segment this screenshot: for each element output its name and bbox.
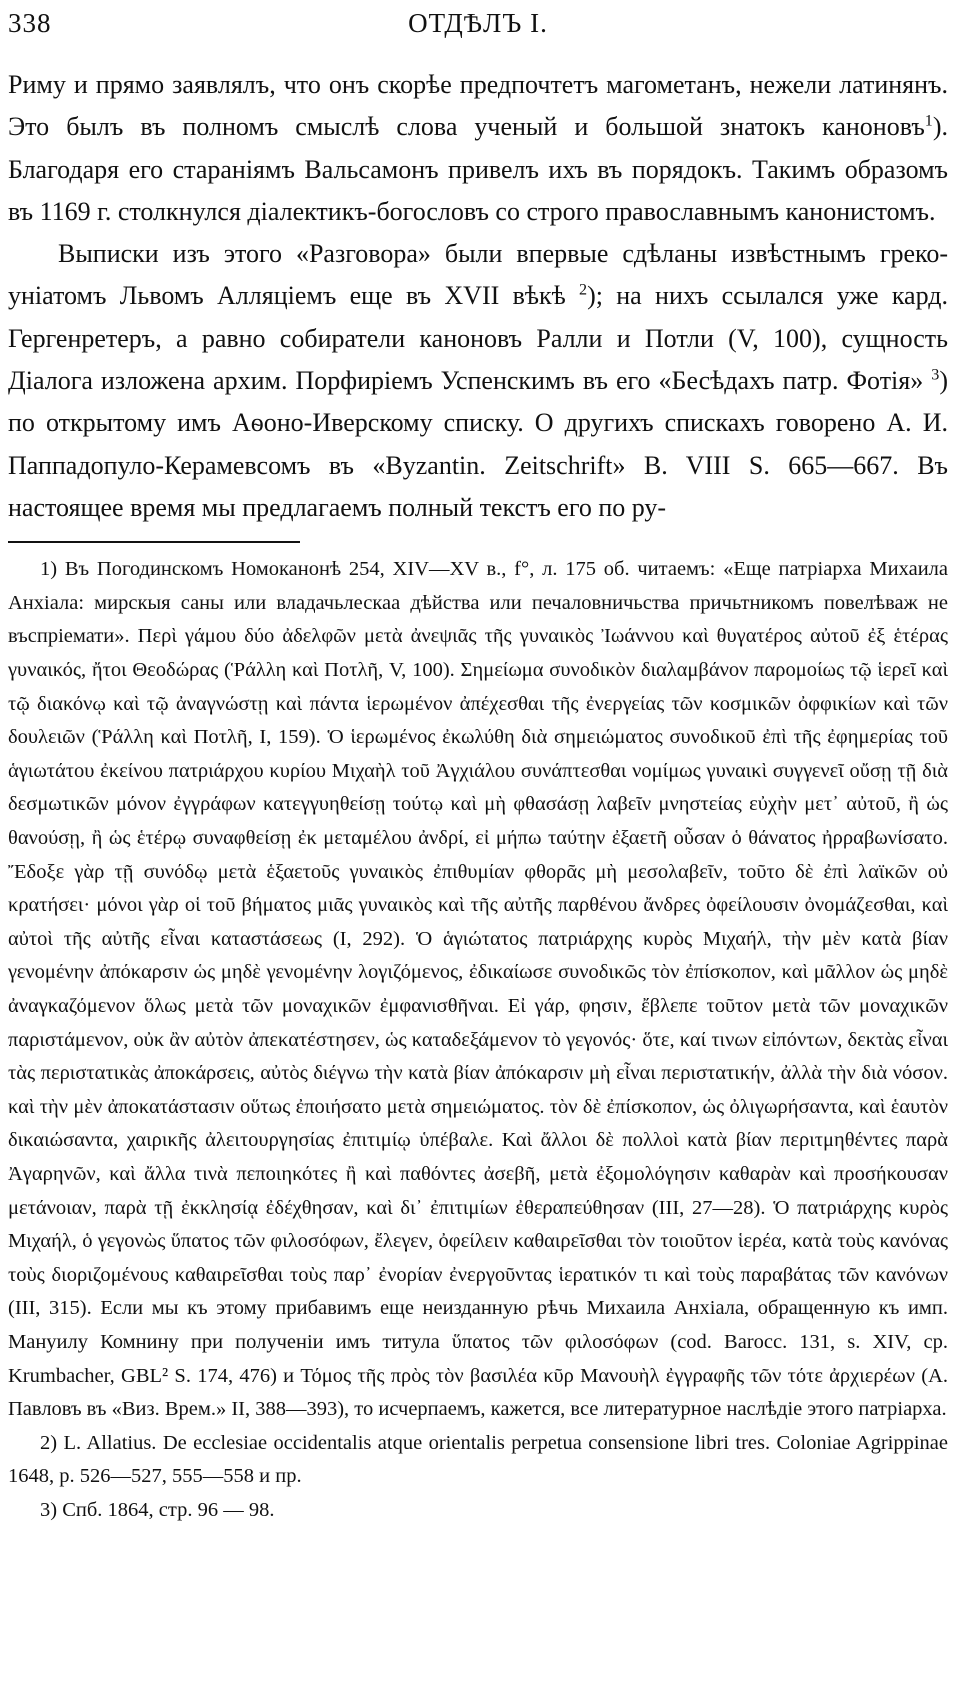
- paragraph-1: [8, 64, 948, 233]
- footnote-3-text: Спб. 1864, стр. 96 — 98.: [62, 1498, 275, 1521]
- footnote-2: [8, 1427, 948, 1494]
- footnote-1-marker: 1): [40, 558, 58, 581]
- footnote-ref-3: 3: [931, 366, 940, 384]
- paragraph-1-part-2: ). Благодаря его стараніямъ Вальсамонъ привелъ ихъ въ порядокъ. Такимъ образомъ въ 1169 г. столкнулся діалектикъ-богословъ со строго православнымъ канонистомъ.: [8, 112, 948, 226]
- footnotes: [8, 553, 948, 1527]
- body-text: [8, 64, 948, 529]
- footnote-ref-1: 1: [924, 112, 933, 130]
- footnote-2-marker: 2): [40, 1431, 58, 1454]
- paragraph-1-part-1: Риму и прямо заявлялъ, что онъ скорѣе предпочтетъ магометанъ, нежели латинянъ. Это былъ въ полномъ смыслѣ слова ученый и большой знатокъ каноновъ: [8, 70, 948, 142]
- paragraph-2-part-3: ) по открытому имъ Аѳоно-Иверскому списку. О другихъ спискахъ говорено А. И. Паппадопуло-Керамевсомъ въ «Byzantin. Zeitschrift» B. VIII S. 665—667. Въ настоящее время мы предлагаемъ полный текстъ его по ру-: [8, 366, 948, 522]
- footnote-3-marker: 3): [40, 1498, 58, 1521]
- running-head: [8, 6, 948, 52]
- footnote-1-text: Въ Погодинскомъ Номоканонѣ 254, XIV—XV в., f°, л. 175 об. читаемъ: «Еще патріарха Михаила Анхіала: мирскыя саны или владачьлескаа дѣйства или печаловничьства причьтникомъ повелѣваж не въспріемати». Περὶ γάμου δύο ἀδελφῶν μετὰ ἀνεψιᾶς τῆς γυναικὸς Ἰωάννου καὶ θυγατέρος αὐτοῦ ἐξ ἑτέρας γυναικός, ἤτοι Θεοδώρας (Ῥάλλη καὶ Ποτλῆ, V, 100). Σημείωμα συνοδικὸν διαλαμβάνον παρομοίως τῷ ἱερεῖ καὶ τῷ διακόνῳ καὶ τῷ ἀναγνώστῃ καὶ πάντα ἱερωμένον ἀπέχεσθαι τῆς ἐνεργείας τῶν κοσμικῶν ὀφφικίων καὶ τῶν δουλειῶν (Ῥάλλη καὶ Ποτλῆ, I, 159). Ὁ ἱερωμένος ἐκωλύθη διὰ σημειώματος συνοδικοῦ ἐπὶ τῆς ἐφημερίας τοῦ ἁγιωτάτου ἐκείνου πατριάρχου κυρίου Μιχαὴλ τοῦ Ἀγχιάλου συνάπτεσθαι νομίμως γυναικὶ συγγενεῖ οὔσῃ τῇ διὰ δεσμωτικῶν μόνον ἐγγράφων κατεγγυηθείσῃ τούτῳ καὶ μὴ φθασάσῃ λαβεῖν μνηστείας εὐχὴν μετ᾽ αὐτοῦ, ἢ ὡς θανούσῃ, ἢ ὡς ἑτέρῳ συναφθείσῃ ἐκ μεταμέλου ἀνδρί, εἰ μήπω ταύτην ἐξαετῆ οὖσαν ὁ θάνατος ἠρραβωνίσατο. Ἔδοξε γὰρ τῇ συνόδῳ μετὰ ἑξαετοῦς γυναικὸς ἐπιθυμίαν φθορᾶς μὴ μεσολαβεῖν, τοῦτο δὲ ἐπὶ λαϊκῶν οὐ κρατήσει· μόνοι γὰρ οἱ τοῦ βήματος μιᾶς γυναικὸς καὶ τῆς αὐτῆς παρθένου ἄνδρες ὀφείλουσιν ὀνομάζεσθαι, καὶ αὐτοὶ τῆς αὐτῆς εἶναι καταστάσεως (I, 292). Ὁ ἁγιώτατος πατριάρχης κυρὸς Μιχαήλ, τὴν μὲν κατὰ βίαν γενομένην ἀπόκαρσιν ὡς μηδὲ γενομένην λογιζόμενος, ἐδικαίωσε συνοδικῶς τὸν ἐπίσκοπον, καὶ μᾶλλον ὡς μηδὲ ἀναγκαζόμενον ὅλως μετὰ τῶν μοναχικῶν ἐμφανισθῆναι. Εἰ γάρ, φησιν, ἔβλεπε τοῦτον μετὰ τῶν μοναχικῶν παριστάμενον, οὐκ ἂν αὐτὸν ἀπεκατέστησεν, ὡς καταδεξάμενον τὸ γεγονός· ὅτε, καί τινων εἰπόντων, δεκτὰς εἶναι τὰς περιστατικὰς ἀποκάρσεις, αὐτὸς διέγνω τὴν κατὰ βίαν ἀπόκαρσιν μὴ εἶναι περιστατικήν, ἀλλὰ τὴν διὰ νόσον. καὶ τὴν μὲν ἀποκατάστασιν οὕτως ἐποιήσατο μετὰ σημειώματος. τὸν δὲ ἐπίσκοπον, ὡς ὀλιγωρήσαντα, καὶ ἑαυτὸν δικαιώσαντα, χαιρικῆς ἀλειτουργησίας ἐπιτιμίῳ ὑπέβαλε. Καὶ ἄλλοι δὲ πολλοὶ κατὰ βίαν περιτμηθέντες παρὰ Ἀγαρηνῶν, καὶ ἄλλα τινὰ πεποιηκότες ἢ καὶ παθόντες ἀσεβῆ, μετὰ ἐξομολόγησιν καθαρὰν καὶ προσήκουσαν μετάνοιαν, παρὰ τῇ ἐκκλησίᾳ ἐδέχθησαν, καὶ δι᾽ ἐπιτιμίων ἐθεραπεύθησαν (III, 27—28). Ὁ πατριάρχης κυρὸς Μιχαήλ, ὁ γεγονὼς ὕπατος τῶν φιλοσόφων, ἔλεγεν, ὀφείλειν καθαιρεῖσθαι τὸν τοιοῦτον ἱερέα, κατὰ τοὺς κανόνας τοὺς διοριζομένους καθαιρεῖσθαι τοὺς παρ᾽ ἐνορίαν ἐνεργοῦντας ἱερατικόν τι καὶ τοὺς παραβάτας τῶν κανόνων (III, 315). Если мы къ этому прибавимъ еще неизданную рѣчь Михаила Анхіала, обращенную къ имп. Мануилу Комнину при полученіи имъ титула ὕπατος τῶν φιλοσόφων (cod. Barocc. 131, s. XIV, cp. Krumbacher, GBL² S. 174, 476) и Τόμος τῆς πρὸς τὸν βασιλέα κῦρ Μανουὴλ ἐγγραφῆς τῶν τότε ἀρχιερέων (А. Павловъ въ «Виз. Врем.» II, 388—393), то исчерпаемъ, кажется, все литературное наслѣдіе этого патріарха.: [8, 558, 948, 1421]
- footnote-ref-2: 2: [579, 281, 588, 299]
- page-number: 338: [8, 8, 52, 38]
- paragraph-2: [8, 233, 948, 529]
- paragraph-2-part-2: ); на нихъ ссылался уже кард. Гергенретеръ, а равно собиратели каноновъ Ралли и Потли (V, 100), сущность Діалога изложена архим. Порфиріемъ Успенскимъ въ его «Бесѣдахъ патр. Фотія»: [8, 281, 948, 396]
- footnote-separator: [8, 541, 300, 543]
- section-title: ОТДѢЛЪ I.: [408, 8, 548, 38]
- footnote-1: [8, 553, 948, 1426]
- page: [8, 6, 948, 1527]
- footnote-3: [8, 1494, 948, 1528]
- footnote-2-text: L. Allatius. De ecclesiae occidentalis atque orientalis perpetua consensione libri tres. Coloniae Agrippinae 1648, p. 526—527, 555—558 и пр.: [8, 1431, 949, 1488]
- paragraph-2-part-1: Выписки изъ этого «Разговора» были впервые сдѣланы извѣстнымъ греко-уніатомъ Львомъ Алляціемъ еще въ XVII вѣкѣ: [8, 239, 948, 311]
